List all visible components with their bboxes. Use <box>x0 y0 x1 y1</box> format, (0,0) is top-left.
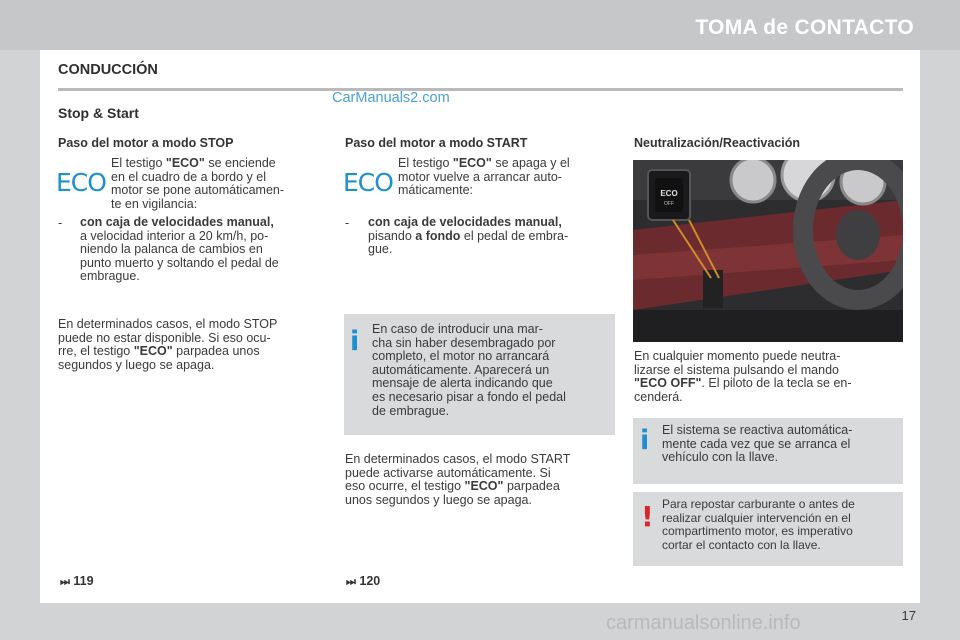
page-header-title: TOMA de CONTACTO <box>695 16 914 39</box>
text-line: punto muerto y soltando el pedal de <box>80 255 279 270</box>
eco-indicator-icon: ECO <box>343 168 393 197</box>
text-line: niendo la palanca de cambios en <box>80 242 263 257</box>
col2-intro <box>398 157 614 198</box>
text-line: es necesario pisar a fondo el pedal <box>372 389 566 404</box>
text-line: El sistema se reactiva automática- <box>662 423 853 437</box>
page-reference-number: 119 <box>73 574 94 588</box>
watermark-link[interactable]: CarManuals2.com <box>332 90 450 106</box>
col2-info-text <box>372 323 612 418</box>
text-line: pisando a fondo el pedal de embra- <box>368 228 569 243</box>
eco-off-button-label: ECO <box>660 189 678 198</box>
text-line: puede no estar disponible. Si eso ocu- <box>58 330 271 345</box>
text-line: En caso de introducir una mar- <box>372 322 543 336</box>
text-line: automáticamente. Aparecerá un <box>372 362 550 377</box>
text-line: "ECO OFF". El piloto de la tecla se en- <box>634 376 852 391</box>
text-line: segundos y luego se apaga. <box>58 357 215 372</box>
col2-bullet <box>368 216 614 257</box>
text-line: completo, el motor no arrancará <box>372 349 550 364</box>
text-line: puede activarse automáticamente. Si <box>345 465 551 480</box>
col3-heading: Neutralización/Reactivación <box>634 136 801 150</box>
col2-paragraph <box>345 453 615 507</box>
text-line: Para repostar carburante o antes de <box>662 497 855 511</box>
col3-paragraph <box>634 350 904 404</box>
text-line: En determinados casos, el modo STOP <box>58 317 278 331</box>
col3-warning-text <box>662 498 900 552</box>
text-line: En determinados casos, el modo START <box>345 452 571 466</box>
page-number: 17 <box>901 608 916 623</box>
text-line: de embrague. <box>372 403 450 418</box>
text-line: realizar cualquier intervención en el <box>662 510 851 525</box>
text-line: En cualquier momento puede neutra- <box>634 349 841 363</box>
page-reference-link[interactable] <box>60 574 94 589</box>
col1-bullet <box>80 216 324 284</box>
text-line: motor se pone automáticamen- <box>111 183 285 198</box>
text-line: cenderá. <box>634 389 683 404</box>
text-line: con caja de velocidades manual, <box>368 215 562 229</box>
text-line: a velocidad interior a 20 km/h, po- <box>80 228 269 243</box>
footer-watermark: carmanualsonline.info <box>606 612 801 634</box>
text-line: unos segundos y luego se apaga. <box>345 492 532 507</box>
text-line: eso ocurre, el testigo "ECO" parpadea <box>345 479 560 494</box>
text-line: vehículo con la llave. <box>662 450 779 465</box>
footer-band <box>0 603 960 640</box>
skip-forward-icon: ⏭ <box>60 575 70 588</box>
warning-icon: ! <box>641 500 654 533</box>
text-line: El testigo "ECO" se apaga y el <box>398 156 570 170</box>
bullet-dash: - <box>58 216 63 230</box>
col1-paragraph <box>58 318 324 372</box>
col1-intro <box>111 157 324 211</box>
text-line: rre, el testigo "ECO" parpadea unos <box>58 344 260 359</box>
eco-off-button-sublabel: OFF <box>664 201 674 207</box>
text-line: gue. <box>368 242 393 257</box>
subtitle: Stop & Start <box>58 105 139 121</box>
col3-info-text <box>662 424 900 465</box>
text-line: compartimento motor, es imperativo <box>662 524 853 539</box>
text-line: cortar el contacto con la llave. <box>662 537 821 552</box>
text-line: lizarse el sistema pulsando el mando <box>634 362 839 377</box>
text-line: embrague. <box>80 269 140 284</box>
col2-heading: Paso del motor a modo START <box>345 136 528 150</box>
text-line: en el cuadro de a bordo y el <box>111 169 266 184</box>
section-divider <box>58 88 903 91</box>
text-line: cha sin haber desembragado por <box>372 335 556 350</box>
bullet-dash: - <box>345 216 350 230</box>
dashboard-photo <box>633 160 903 342</box>
skip-forward-icon: ⏭ <box>346 575 356 588</box>
page-reference-link[interactable] <box>346 574 380 589</box>
text-line: te en vigilancia: <box>111 196 198 211</box>
eco-indicator-icon: ECO <box>56 168 106 197</box>
text-line: máticamente: <box>398 183 474 198</box>
section-title: CONDUCCIÓN <box>58 62 158 78</box>
text-line: con caja de velocidades manual, <box>80 215 274 229</box>
dashboard-illustration <box>633 160 903 342</box>
text-line: mensaje de alerta indicando que <box>372 376 553 391</box>
page-reference-number: 120 <box>359 574 381 588</box>
text-line: El testigo "ECO" se enciende <box>111 156 276 170</box>
text-line: mente cada vez que se arranca el <box>662 436 851 451</box>
info-icon: i <box>640 425 650 456</box>
text-line: motor vuelve a arrancar auto- <box>398 169 562 184</box>
col1-heading: Paso del motor a modo STOP <box>58 136 234 150</box>
info-icon: i <box>350 326 360 357</box>
